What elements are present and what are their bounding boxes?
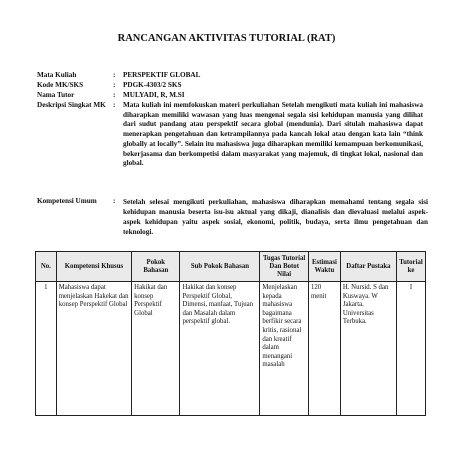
header-pokok-bahasan: Pokok Bahasan [132,252,180,282]
cell-daftar-pustaka: H. Nursid. S dan Kuswaya. W Jakarta. Universitas Terbuka. [340,282,396,416]
info-value: PERSPEKTIF GLOBAL [123,71,201,79]
cell-tugas-tutorial: Menjelaskan kepada mahasiswa bagaimana berfikir secara kritis, rasional dan kreatif dalam menangani masalah [260,282,309,416]
header-tugas-tutorial: Tugas Tutorial Dan Botot Nilai [260,252,309,282]
info-colon: : [113,101,116,109]
cell-sub-pokok-bahasan: Hakikat dan konsep Perspektif Global, Dimensi, manfaat, Tujuan dan Masalah dalam perspektif global. [180,282,260,416]
header-estimasi-waktu: Estimasi Waktu [308,252,340,282]
table-row [36,282,426,416]
info-colon: : [113,197,116,205]
info-mata-kuliah [37,71,423,81]
document-title: RANCANGAN AKTIVITAS TUTORIAL (RAT) [117,33,336,44]
info-nama-tutor [37,91,423,101]
cell-no: 1 [36,282,57,416]
cell-estimasi-waktu: 120 menit [308,282,340,416]
info-colon: : [113,81,116,89]
info-value: MULYADI, R, M.SI [123,91,185,99]
info-label: Nama Tutor [37,91,75,99]
info-label: Mata Kuliah [37,71,77,79]
info-value: Mata kuliah ini memfokuskan materi perkuliahan Setelah mengikuti mata kuliah ini mahasiswa diharapkan memiliki wawasan yang luas mengenai segala sisi kehidupan manusia yang dilihat dari sudut pandang atau perspektif secara global (mendunia). Dari situlah mahasiswa dapat menerapkan pengetahuan dan ketrampilannya pada kancah lokal atau dengan kata lain “think globally at locally”. Selain itu mahasiswa juga diharapkan memiliki kemampuan berkomunikasi, bekerjasama dan berkompetisi dalam masyarakat yang majemuk, di tingkat lokal, nasional dan global. [123,101,423,168]
cell-kompetensi-khusus: Mahasiswa dapat menjelaskan Hakekat dan konsep Perspektif Global [56,282,131,416]
info-colon: : [113,71,116,79]
cell-pokok-bahasan: Hakikat dan konsep Perspektif Global [132,282,180,416]
kompetensi-label: Kompetensi Umum [37,197,97,205]
header-no: No. [36,252,57,282]
info-deskripsi [37,101,423,169]
header-tutorial-ke: Tutorial ke [396,252,425,282]
header-kompetensi-khusus: Kompetensi Khusus [56,252,131,282]
table-header-row [36,252,426,282]
rat-table [35,251,426,416]
cell-tutorial-ke: I [396,282,425,416]
kompetensi-umum [37,197,428,237]
info-label: Deskripsi Singkat MK [37,101,106,109]
kompetensi-value: Setelah selesai mengikuti perkuliahan, mahasiswa diharapkan memahami tentang segala sisi kehidupan manusia beserta isu-isu aktual yang dikaji, dianalisis dan dievaluasi melalui aspek-aspek kehidupan yaitu aspek sosial, ekonomi, politik, budaya, serta ilmu pengetahuan dan teknologi. [123,198,428,236]
info-colon: : [113,91,116,99]
header-daftar-pustaka: Daftar Pustaka [340,252,396,282]
info-value: PDGK-4303/2 SKS [123,81,182,89]
header-sub-pokok-bahasan: Sub Pokok Bahasan [180,252,260,282]
info-label: Kode MK/SKS [37,81,84,89]
info-kode-mk [37,81,423,91]
